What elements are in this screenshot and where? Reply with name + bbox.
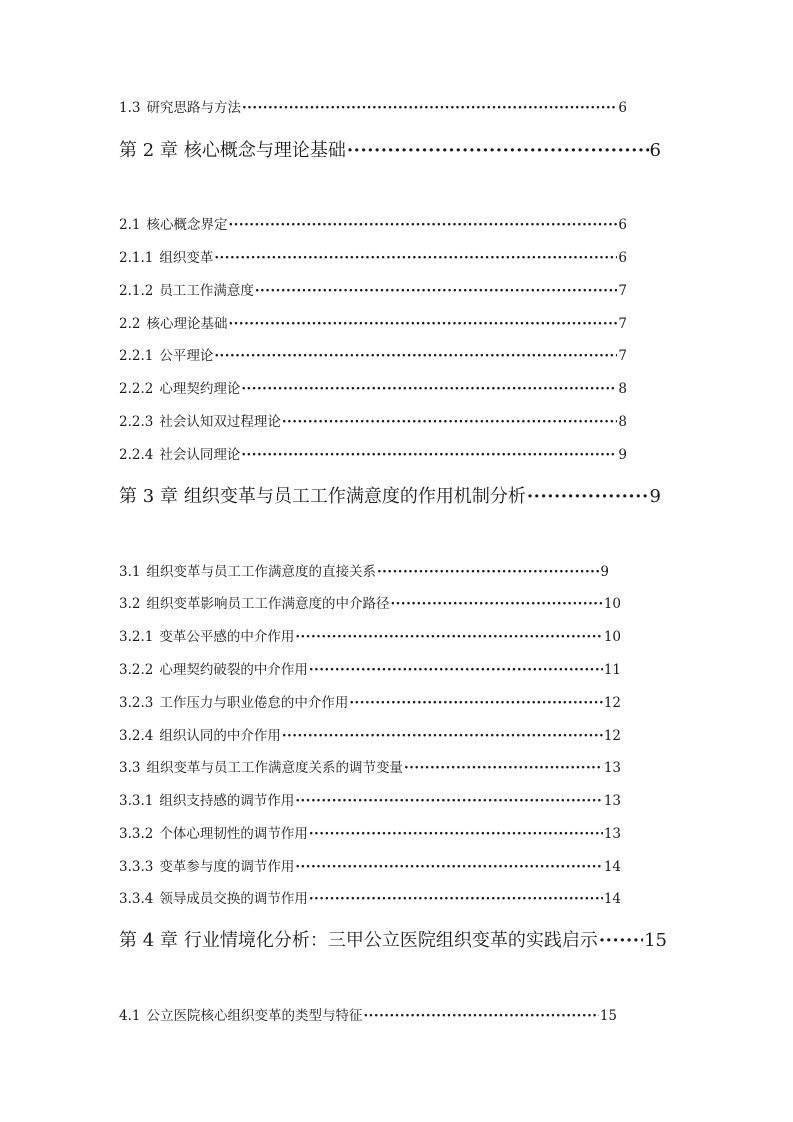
toc-section-entry[interactable] (119, 563, 609, 581)
toc-entry-title: 组织变革 (159, 250, 214, 266)
toc-entry-number: 3.2.3 (119, 695, 154, 711)
toc-entry-title: 组织变革与员工工作满意度关系的调节变量 (146, 760, 403, 776)
toc-section-entry[interactable] (119, 249, 627, 267)
dot-leader (241, 446, 617, 464)
dot-leader (404, 759, 603, 777)
toc-entry-number: 第 3 章 (119, 486, 178, 507)
dot-leader (349, 694, 602, 712)
toc-section-entry[interactable] (119, 413, 627, 431)
toc-entry-title: 变革公平感的中介作用 (159, 629, 295, 645)
dot-leader (214, 249, 617, 267)
toc-entry-title: 公立医院核心组织变革的类型与特征 (146, 1008, 363, 1024)
toc-entry-number: 3.2 (119, 596, 141, 612)
toc-entry-title: 核心理论基础 (146, 316, 228, 332)
toc-entry-number: 2.1 (119, 217, 141, 233)
toc-section-entry[interactable] (119, 858, 621, 876)
toc-entry-page-number: 8 (618, 381, 627, 397)
toc-entry-title: 心理契约破裂的中介作用 (159, 662, 308, 678)
toc-entry-page-number: 15 (599, 1008, 617, 1024)
toc-entry-number: 3.3.2 (119, 826, 154, 842)
toc-entry-number: 第 4 章 (119, 930, 178, 951)
toc-entry-page-number: 6 (649, 140, 661, 161)
dot-leader (309, 661, 603, 679)
toc-entry-page-number: 10 (603, 629, 621, 645)
toc-entry-title: 核心概念与理论基础 (183, 140, 346, 161)
toc-entry-number: 2.1.2 (119, 283, 154, 299)
toc-section-entry[interactable] (119, 282, 627, 300)
toc-entry-number: 2.2 (119, 316, 141, 332)
dot-leader (363, 1007, 598, 1025)
toc-entry-number: 3.3.3 (119, 859, 154, 875)
toc-section-entry[interactable] (119, 216, 627, 234)
dot-leader (255, 282, 618, 300)
dot-leader (242, 99, 617, 117)
toc-entry-number: 4.1 (119, 1008, 141, 1024)
toc-entry-page-number: 8 (618, 414, 627, 430)
toc-entry-title: 社会认知双过程理论 (159, 414, 281, 430)
toc-entry-title: 组织变革与员工工作满意度的作用机制分析 (183, 486, 526, 507)
dot-leader (214, 347, 617, 365)
toc-entry-title: 组织变革影响员工工作满意度的中介路径 (146, 596, 390, 612)
toc-entry-title: 组织变革与员工工作满意度的直接关系 (146, 564, 376, 580)
toc-entry-number: 3.2.4 (119, 728, 154, 744)
toc-section-entry[interactable] (119, 628, 621, 646)
toc-section-entry[interactable] (119, 315, 627, 333)
toc-entry-title: 社会认同理论 (159, 447, 241, 463)
dot-leader (377, 563, 599, 581)
dot-leader (282, 727, 603, 745)
toc-entry-number: 2.2.4 (119, 447, 154, 463)
toc-entry-number: 3.3.1 (119, 793, 154, 809)
toc-entry-title: 变革参与度的调节作用 (159, 859, 295, 875)
toc-entry-page-number: 14 (603, 859, 621, 875)
toc-entry-page-number: 12 (603, 728, 621, 744)
toc-chapter-entry[interactable] (119, 485, 661, 509)
toc-entry-page-number: 9 (600, 564, 609, 580)
toc-entry-page-number: 6 (618, 217, 627, 233)
dot-leader (309, 890, 603, 908)
dot-leader (527, 485, 649, 509)
toc-entry-number: 2.2.1 (119, 348, 154, 364)
toc-entry-title: 工作压力与职业倦怠的中介作用 (159, 695, 349, 711)
toc-entry-number: 第 2 章 (119, 140, 178, 161)
toc-section-entry[interactable] (119, 727, 621, 745)
toc-entry-page-number: 13 (603, 760, 621, 776)
dot-leader (228, 216, 617, 234)
toc-entry-title: 领导成员交换的调节作用 (159, 891, 308, 907)
toc-section-entry[interactable] (119, 661, 621, 679)
dot-leader (295, 858, 602, 876)
toc-entry-number: 2.2.3 (119, 414, 154, 430)
dot-leader (309, 825, 603, 843)
toc-entry-number: 3.1 (119, 564, 141, 580)
toc-entry-title: 心理契约理论 (159, 381, 241, 397)
toc-entry-page-number: 6 (618, 100, 627, 116)
toc-entry-number: 3.3.4 (119, 891, 154, 907)
dot-leader (282, 413, 618, 431)
toc-entry-page-number: 15 (644, 930, 667, 951)
toc-entry-number: 3.2.2 (119, 662, 154, 678)
dot-leader (347, 139, 649, 163)
toc-entry-number: 3.3 (119, 760, 141, 776)
toc-entry-page-number: 7 (618, 348, 627, 364)
toc-entry-page-number: 13 (603, 793, 621, 809)
dot-leader (390, 595, 602, 613)
toc-entry-page-number: 11 (603, 662, 621, 678)
toc-entry-page-number: 9 (618, 447, 627, 463)
toc-section-entry[interactable] (119, 99, 627, 117)
toc-section-entry[interactable] (119, 825, 621, 843)
toc-entry-page-number: 10 (603, 596, 621, 612)
toc-section-entry[interactable] (119, 380, 627, 398)
toc-entry-number: 2.2.2 (119, 381, 154, 397)
toc-section-entry[interactable] (119, 1007, 617, 1025)
toc-chapter-entry[interactable] (119, 139, 661, 163)
toc-section-entry[interactable] (119, 347, 627, 365)
dot-leader (241, 380, 617, 398)
toc-entry-title: 组织支持感的调节作用 (159, 793, 295, 809)
toc-entry-title: 研究思路与方法 (146, 100, 241, 116)
toc-entry-page-number: 12 (603, 695, 621, 711)
toc-entry-page-number: 6 (618, 250, 627, 266)
toc-entry-title: 核心概念界定 (146, 217, 228, 233)
toc-entry-title: 行业情境化分析：三甲公立医院组织变革的实践启示 (183, 930, 598, 951)
toc-entry-page-number: 14 (603, 891, 621, 907)
toc-section-entry[interactable] (119, 792, 621, 810)
toc-entry-page-number: 7 (618, 316, 627, 332)
dot-leader (228, 315, 617, 333)
toc-entry-page-number: 7 (618, 283, 627, 299)
toc-entry-number: 3.2.1 (119, 629, 154, 645)
toc-section-entry[interactable] (119, 446, 627, 464)
toc-section-entry[interactable] (119, 694, 621, 712)
toc-entry-title: 公平理论 (159, 348, 214, 364)
dot-leader (599, 929, 643, 953)
toc-entry-title: 员工工作满意度 (159, 283, 254, 299)
toc-entry-number: 2.1.1 (119, 250, 154, 266)
dot-leader (295, 792, 602, 810)
toc-chapter-entry[interactable] (119, 929, 667, 953)
toc-entry-number: 1.3 (119, 100, 141, 116)
toc-entry-page-number: 9 (649, 486, 661, 507)
toc-section-entry[interactable] (119, 890, 621, 908)
toc-section-entry[interactable] (119, 759, 621, 777)
toc-entry-title: 组织认同的中介作用 (159, 728, 281, 744)
toc-entry-page-number: 13 (603, 826, 621, 842)
toc-section-entry[interactable] (119, 595, 621, 613)
toc-entry-title: 个体心理韧性的调节作用 (159, 826, 308, 842)
dot-leader (295, 628, 602, 646)
